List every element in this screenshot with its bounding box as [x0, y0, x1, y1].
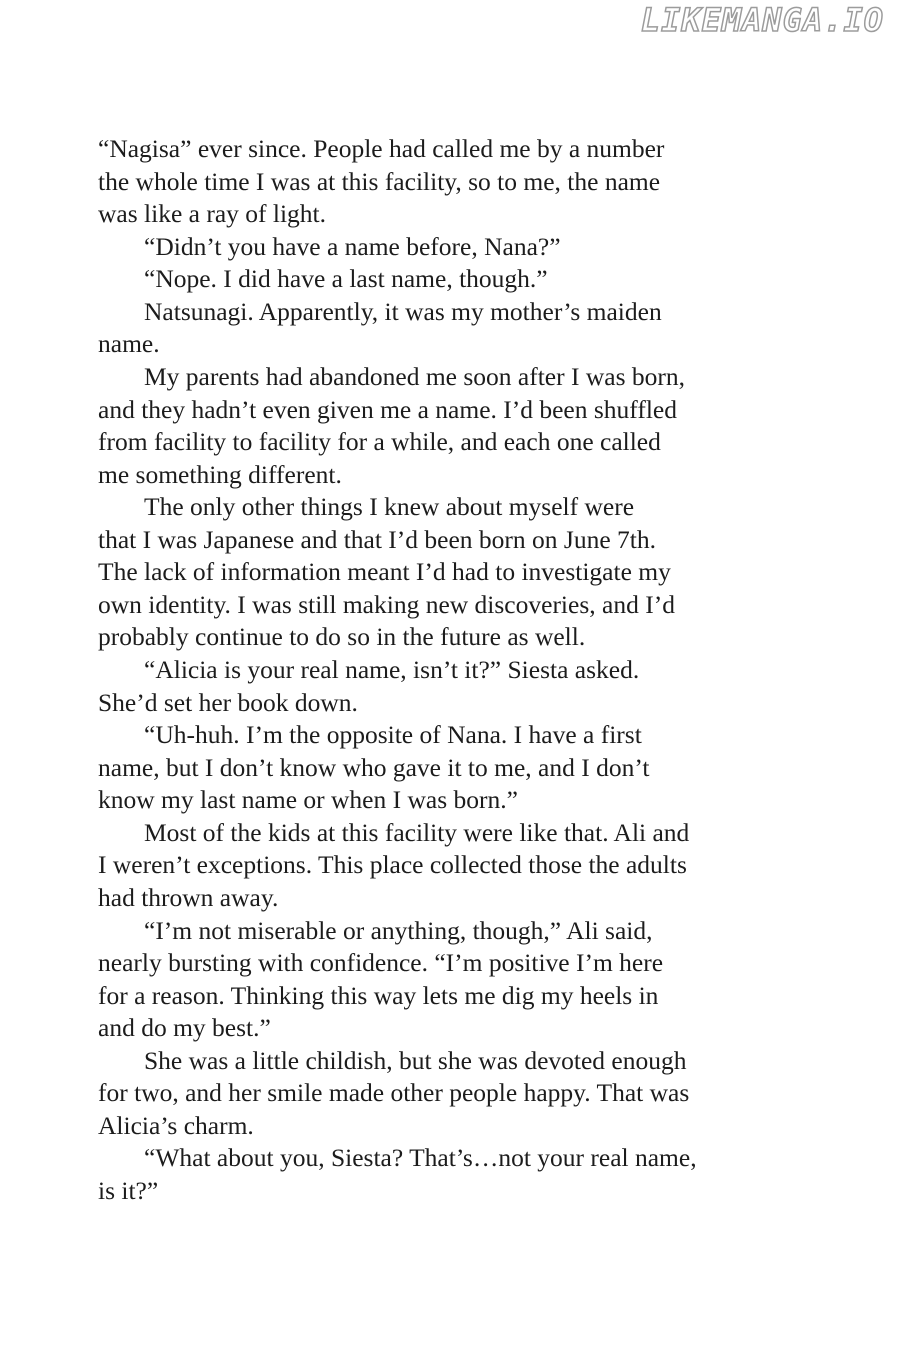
site-watermark-logo: LIKEMANGA.IO: [640, 1, 884, 39]
text-line: the whole time I was at this facility, so to me, the name: [98, 166, 661, 196]
text-line: is it?”: [98, 1176, 159, 1205]
text-line: from facility to facility for a while, and each one called: [98, 427, 661, 457]
novel-text-block: [98, 133, 738, 1208]
text-line: She’d set her book down.: [98, 687, 358, 717]
text-line: name, but I don’t know who gave it to me, and I don’t: [98, 752, 650, 782]
text-line: “Uh-huh. I’m the opposite of Nana. I have a first: [144, 720, 642, 750]
text-line: and they hadn’t even given me a name. I’d been shuffled: [98, 394, 677, 424]
text-line: for two, and her smile made other people happy. That was: [98, 1078, 690, 1108]
text-line: “Didn’t you have a name before, Nana?”: [144, 231, 561, 261]
text-line: that I was Japanese and that I’d been born on June 7th.: [98, 524, 656, 554]
text-line: She was a little childish, but she was devoted enough: [144, 1045, 687, 1075]
text-line: probably continue to do so in the future as well.: [98, 622, 586, 652]
text-line: “Alicia is your real name, isn’t it?” Siesta asked.: [144, 655, 640, 684]
text-line: The only other things I knew about myself were: [144, 492, 635, 522]
text-line: own identity. I was still making new discoveries, and I’d: [98, 589, 675, 619]
text-line: Natsunagi. Apparently, it was my mother’s maiden: [144, 296, 662, 326]
text-line: “Nope. I did have a last name, though.”: [144, 264, 548, 294]
text-line: “I’m not miserable or anything, though,” Ali said,: [144, 915, 653, 945]
text-line: “Nagisa” ever since. People had called me by a number: [98, 134, 665, 163]
text-line: know my last name or when I was born.”: [98, 785, 518, 815]
text-line: The lack of information meant I’d had to investigate my: [98, 557, 671, 587]
text-line: me something different.: [98, 459, 342, 489]
text-line: “What about you, Siesta? That’s…not your real name,: [144, 1143, 697, 1173]
text-line: nearly bursting with confidence. “I’m positive I’m here: [98, 948, 664, 978]
text-line: and do my best.”: [98, 1013, 271, 1043]
text-line: name.: [98, 329, 160, 359]
text-line: was like a ray of light.: [98, 199, 327, 229]
text-line: Alicia’s charm.: [98, 1110, 254, 1140]
text-line: Most of the kids at this facility were like that. Ali and: [144, 817, 690, 847]
text-line: had thrown away.: [98, 882, 279, 912]
text-line: My parents had abandoned me soon after I was born,: [144, 361, 686, 391]
text-line: for a reason. Thinking this way lets me dig my heels in: [98, 980, 659, 1010]
text-line: I weren’t exceptions. This place collected those the adults: [98, 850, 687, 880]
